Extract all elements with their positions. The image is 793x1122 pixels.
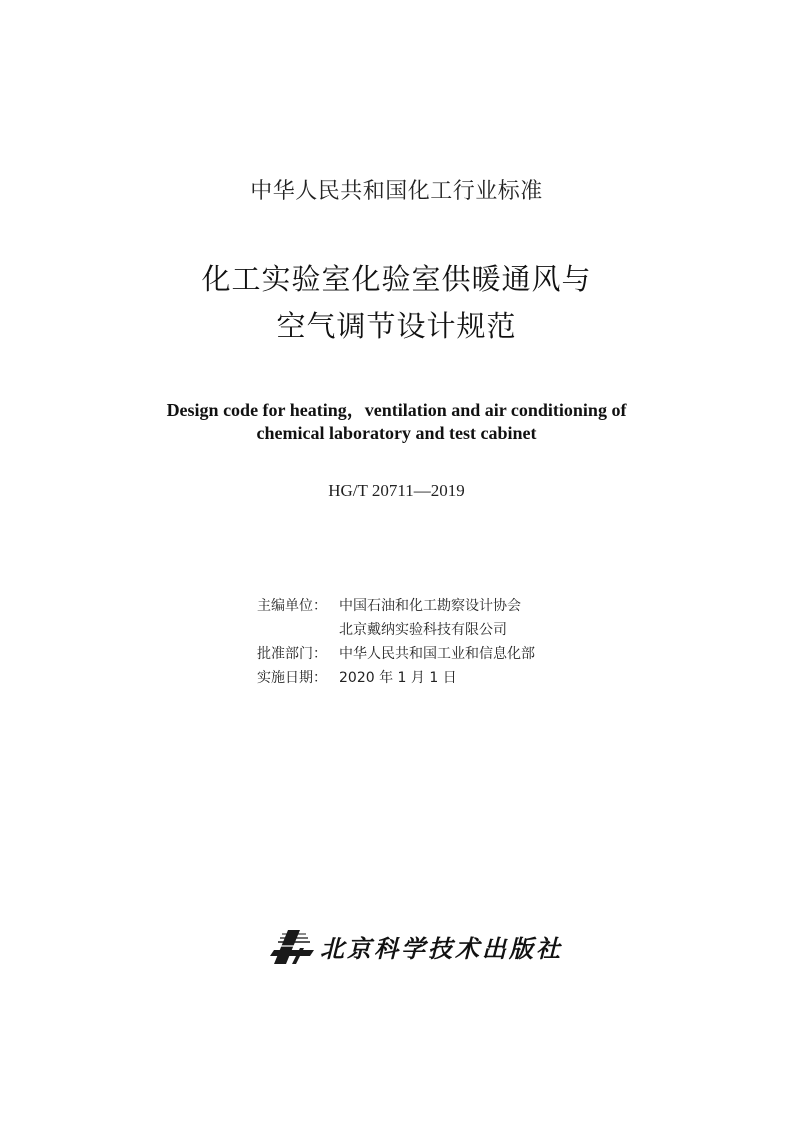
approval-row: [257, 642, 535, 666]
title-english-line-2: chemical laboratory and test cabinet: [256, 423, 537, 443]
editor-label-spacer: [257, 618, 339, 642]
approval-label: 批准部门：: [257, 646, 327, 662]
title-english-line-1: Design code for heating，ventilation and air conditioning of: [166, 400, 627, 420]
date-label: 实施日期：: [257, 670, 327, 686]
standard-code: HG/T 20711—2019: [328, 481, 465, 500]
title-chinese-line-2: 空气调节设计规范: [276, 309, 517, 343]
publisher: [270, 924, 563, 968]
effective-date: 2020 年 1 月 1 日: [339, 670, 457, 686]
approval-department: 中华人民共和国工业和信息化部: [339, 646, 535, 662]
standard-series: 中华人民共和国化工行业标准: [250, 179, 543, 204]
publisher-name: 北京科学技术出版社: [320, 933, 563, 963]
editor-row: [257, 594, 535, 618]
info-block: [257, 594, 535, 690]
editor-unit-1: 中国石油和化工勘察设计协会: [339, 598, 521, 614]
editor-label: 主编单位：: [257, 598, 327, 614]
editor-unit-2: 北京戴纳实验科技有限公司: [339, 622, 507, 638]
editor-row-2: [257, 618, 535, 642]
date-row: [257, 666, 535, 690]
publisher-logo-icon: [270, 926, 314, 966]
title-chinese-line-1: 化工实验室化验室供暖通风与: [201, 262, 592, 296]
